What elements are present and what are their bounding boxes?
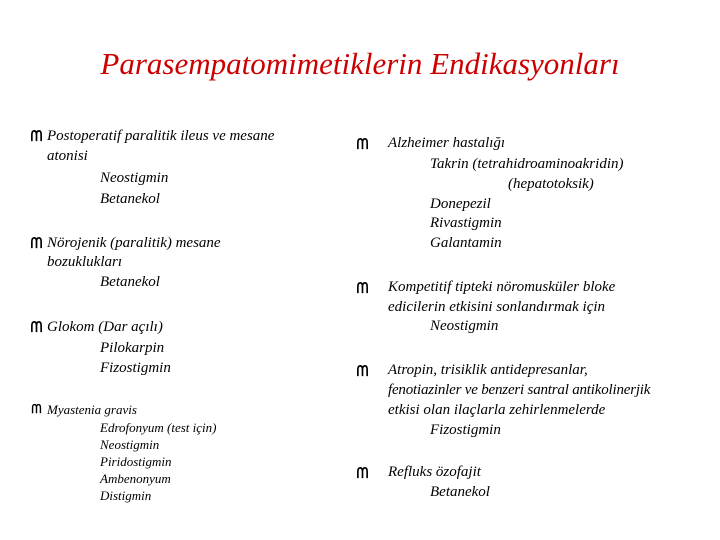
item-text: fenotiazinler ve benzeri santral antikolinerjik — [388, 382, 651, 398]
m-shaped-bullet-icon — [356, 137, 369, 150]
drug-name: Neostigmin — [100, 170, 169, 186]
drug-name: Ambenonyum — [100, 471, 171, 486]
item-text: Glokom (Dar açılı) — [47, 319, 163, 335]
item-text: Myastenia gravis — [47, 402, 137, 417]
drug-name: Fizostigmin — [100, 360, 171, 376]
m-shaped-bullet-icon — [30, 320, 43, 333]
drug-name: Betanekol — [100, 274, 160, 290]
item-text: Alzheimer hastalığı — [388, 135, 506, 151]
item-text: Postoperatif paralitik ileus ve mesane — [47, 128, 275, 144]
m-shaped-bullet-icon — [30, 129, 43, 142]
item-text: atonisi — [47, 148, 88, 164]
drug-name: Edrofonyum (test için) — [100, 420, 217, 435]
drug-name: Neostigmin — [100, 437, 160, 452]
item-text: Nörojenik (paralitik) mesane — [47, 235, 221, 251]
drug-name: Piridostigmin — [100, 454, 172, 469]
m-shaped-bullet-icon — [30, 236, 43, 249]
item-text: edicilerin etkisini sonlandırmak için — [388, 299, 606, 315]
drug-name: Betanekol — [100, 191, 160, 207]
drug-name: Galantamin — [430, 235, 502, 251]
m-shaped-bullet-icon — [31, 403, 42, 414]
m-shaped-bullet-icon — [356, 466, 369, 479]
item-text: Refluks özofajit — [388, 464, 481, 480]
m-shaped-bullet-icon — [356, 364, 369, 377]
drug-note: (hepatotoksik) — [508, 176, 594, 192]
drug-name: Neostigmin — [430, 318, 499, 334]
drug-name: Fizostigmin — [430, 422, 501, 438]
item-text: bozuklukları — [47, 254, 122, 270]
drug-name: Pilokarpin — [100, 340, 165, 356]
m-shaped-bullet-icon — [356, 281, 369, 294]
drug-name: Donepezil — [430, 196, 491, 212]
drug-name: Distigmin — [100, 488, 152, 503]
item-text: Kompetitif tipteki nöromusküler bloke — [388, 279, 616, 295]
item-text: Atropin, trisiklik antidepresanlar, — [388, 362, 588, 378]
item-text: etkisi olan ilaçlarla zehirlenmelerde — [388, 402, 606, 418]
drug-name: Takrin (tetrahidroaminoakridin) — [430, 156, 624, 172]
drug-name: Rivastigmin — [430, 215, 502, 231]
drug-name: Betanekol — [430, 484, 490, 500]
slide-title: Parasempatomimetiklerin Endikasyonları — [100, 46, 620, 81]
